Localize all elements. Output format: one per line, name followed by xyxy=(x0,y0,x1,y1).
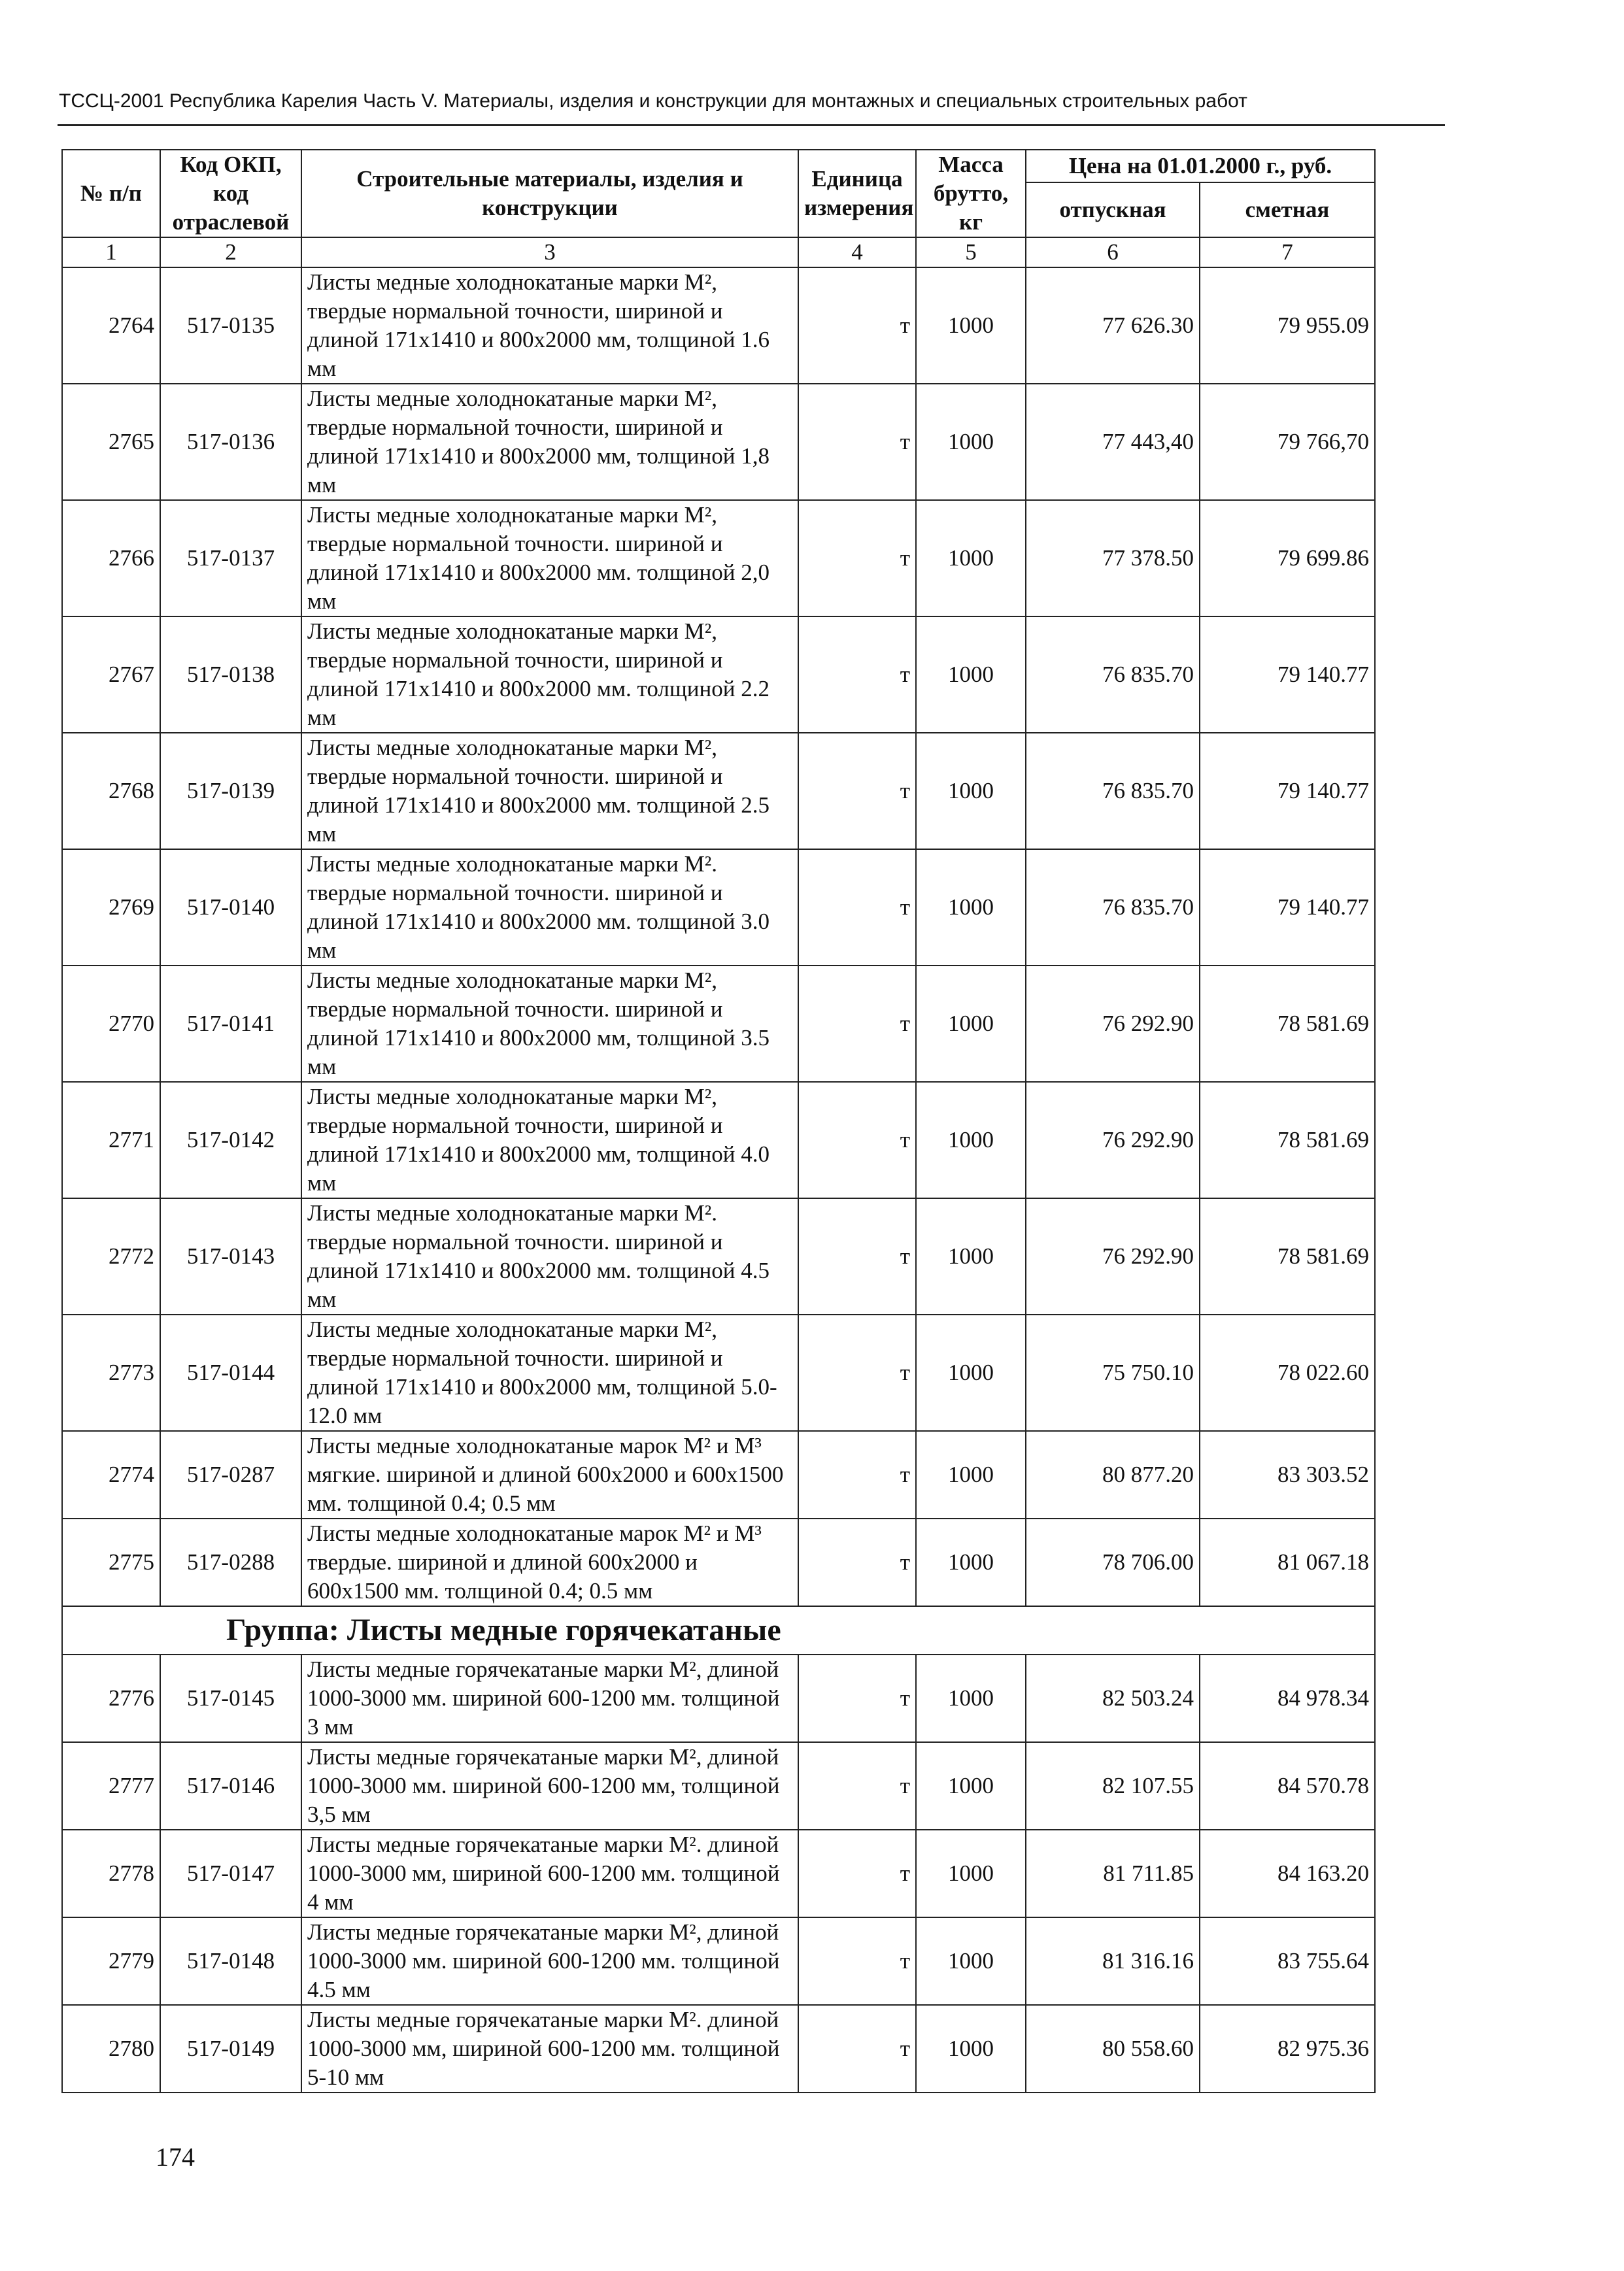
row-price-release: 76 835.70 xyxy=(1026,849,1200,966)
row-unit: т xyxy=(798,849,916,966)
row-unit: т xyxy=(798,966,916,1082)
table-body xyxy=(62,237,1375,2093)
row-unit: т xyxy=(798,1655,916,1742)
row-unit: т xyxy=(798,267,916,384)
row-number: 2767 xyxy=(62,616,160,733)
row-mass: 1000 xyxy=(916,1519,1026,1606)
table-row xyxy=(62,966,1375,1082)
row-code: 517-0139 xyxy=(160,733,301,849)
header-unit: Единица измерения xyxy=(798,150,916,237)
row-mass: 1000 xyxy=(916,966,1026,1082)
row-name: Листы медные холоднокатаные марок М² и М³ мягкие. шириной и длиной 600х2000 и 600х1500 мм. толщиной 0.4; 0.5 мм xyxy=(301,1431,798,1519)
row-price-release: 77 378.50 xyxy=(1026,500,1200,616)
row-code: 517-0143 xyxy=(160,1198,301,1315)
row-code: 517-0142 xyxy=(160,1082,301,1198)
row-mass: 1000 xyxy=(916,267,1026,384)
row-mass: 1000 xyxy=(916,1431,1026,1519)
column-number: 7 xyxy=(1200,237,1375,267)
row-number: 2768 xyxy=(62,733,160,849)
row-unit: т xyxy=(798,1917,916,2005)
column-number: 5 xyxy=(916,237,1026,267)
row-price-estimate: 79 140.77 xyxy=(1200,616,1375,733)
table-row xyxy=(62,616,1375,733)
row-price-release: 81 711.85 xyxy=(1026,1830,1200,1917)
column-number: 3 xyxy=(301,237,798,267)
row-unit: т xyxy=(798,1315,916,1431)
row-unit: т xyxy=(798,1431,916,1519)
row-price-estimate: 78 581.69 xyxy=(1200,966,1375,1082)
row-code: 517-0140 xyxy=(160,849,301,966)
row-price-estimate: 84 163.20 xyxy=(1200,1830,1375,1917)
row-unit: т xyxy=(798,2005,916,2093)
row-unit: т xyxy=(798,1082,916,1198)
table-row xyxy=(62,267,1375,384)
row-mass: 1000 xyxy=(916,849,1026,966)
header-price-group: Цена на 01.01.2000 г., руб. xyxy=(1026,150,1375,182)
row-price-release: 82 107.55 xyxy=(1026,1742,1200,1830)
row-number: 2778 xyxy=(62,1830,160,1917)
row-mass: 1000 xyxy=(916,616,1026,733)
row-number: 2764 xyxy=(62,267,160,384)
row-code: 517-0137 xyxy=(160,500,301,616)
row-mass: 1000 xyxy=(916,1082,1026,1198)
row-unit: т xyxy=(798,500,916,616)
row-name: Листы медные холоднокатаные марки М², твердые нормальной точности, шириной и длиной 171х1410 и 800х2000 мм, толщиной 4.0 мм xyxy=(301,1082,798,1198)
table-row xyxy=(62,500,1375,616)
row-number: 2775 xyxy=(62,1519,160,1606)
row-price-estimate: 79 699.86 xyxy=(1200,500,1375,616)
row-unit: т xyxy=(798,1519,916,1606)
header-no: № п/п xyxy=(62,150,160,237)
row-code: 517-0146 xyxy=(160,1742,301,1830)
table-row xyxy=(62,1519,1375,1606)
table-row xyxy=(62,1315,1375,1431)
row-mass: 1000 xyxy=(916,1742,1026,1830)
row-code: 517-0147 xyxy=(160,1830,301,1917)
row-mass: 1000 xyxy=(916,384,1026,500)
table-row xyxy=(62,733,1375,849)
row-name: Листы медные горячекатаные марки М², длиной 1000-3000 мм. шириной 600-1200 мм, толщиной 3,5 мм xyxy=(301,1742,798,1830)
row-number: 2774 xyxy=(62,1431,160,1519)
row-name: Листы медные холоднокатаные марки М², твердые нормальной точности, шириной и длиной 171х1410 и 800х2000 мм, толщиной 1,8 мм xyxy=(301,384,798,500)
row-price-release: 80 558.60 xyxy=(1026,2005,1200,2093)
row-name: Листы медные холоднокатаные марки М², твердые нормальной точности, шириной и длиной 171х1410 и 800х2000 мм. толщиной 2.2 мм xyxy=(301,616,798,733)
table-row xyxy=(62,1917,1375,2005)
header-name: Строительные материалы, изделия и конструкции xyxy=(301,150,798,237)
row-unit: т xyxy=(798,1198,916,1315)
row-name: Листы медные холоднокатаные марки М², твердые нормальной точности. шириной и длиной 171х1410 и 800х2000 мм. толщиной 2,0 мм xyxy=(301,500,798,616)
row-mass: 1000 xyxy=(916,1655,1026,1742)
row-price-release: 76 292.90 xyxy=(1026,1082,1200,1198)
table-row xyxy=(62,1082,1375,1198)
row-price-estimate: 78 581.69 xyxy=(1200,1082,1375,1198)
row-unit: т xyxy=(798,616,916,733)
row-price-release: 82 503.24 xyxy=(1026,1655,1200,1742)
row-number: 2779 xyxy=(62,1917,160,2005)
row-price-estimate: 82 975.36 xyxy=(1200,2005,1375,2093)
row-name: Листы медные холоднокатаные марки М², твердые нормальной точности. шириной и длиной 171х1410 и 800х2000 мм. толщиной 2.5 мм xyxy=(301,733,798,849)
row-price-release: 77 443,40 xyxy=(1026,384,1200,500)
row-name: Листы медные холоднокатаные марок М² и М³ твердые. шириной и длиной 600х2000 и 600х1500 мм. толщиной 0.4; 0.5 мм xyxy=(301,1519,798,1606)
row-price-release: 75 750.10 xyxy=(1026,1315,1200,1431)
table-row xyxy=(62,849,1375,966)
table-header xyxy=(62,150,1375,237)
row-name: Листы медные холоднокатаные марки М². твердые нормальной точности. шириной и длиной 171х1410 и 800х2000 мм. толщиной 4.5 мм xyxy=(301,1198,798,1315)
row-number: 2776 xyxy=(62,1655,160,1742)
row-mass: 1000 xyxy=(916,1830,1026,1917)
row-price-estimate: 79 140.77 xyxy=(1200,733,1375,849)
table-row xyxy=(62,1742,1375,1830)
row-unit: т xyxy=(798,1742,916,1830)
row-price-estimate: 78 581.69 xyxy=(1200,1198,1375,1315)
row-price-release: 76 292.90 xyxy=(1026,966,1200,1082)
row-unit: т xyxy=(798,384,916,500)
row-mass: 1000 xyxy=(916,733,1026,849)
price-table xyxy=(61,149,1376,2093)
header-code: Код ОКП, код отраслевой xyxy=(160,150,301,237)
row-price-release: 78 706.00 xyxy=(1026,1519,1200,1606)
row-unit: т xyxy=(798,1830,916,1917)
row-price-estimate: 84 570.78 xyxy=(1200,1742,1375,1830)
running-header: ТССЦ-2001 Республика Карелия Часть V. Материалы, изделия и конструкции для монтажных и специальных строительных работ xyxy=(59,90,1247,112)
row-name: Листы медные холоднокатаные марки М², твердые нормальной точности. шириной и длиной 171х1410 и 800х2000 мм, толщиной 5.0-12.0 мм xyxy=(301,1315,798,1431)
row-code: 517-0136 xyxy=(160,384,301,500)
column-number: 2 xyxy=(160,237,301,267)
row-price-estimate: 79 955.09 xyxy=(1200,267,1375,384)
row-price-release: 76 292.90 xyxy=(1026,1198,1200,1315)
page-number: 174 xyxy=(156,2142,195,2172)
row-price-release: 76 835.70 xyxy=(1026,733,1200,849)
table-row xyxy=(62,384,1375,500)
row-name: Листы медные горячекатаные марки М², длиной 1000-3000 мм. шириной 600-1200 мм. толщиной 3 мм xyxy=(301,1655,798,1742)
row-number: 2780 xyxy=(62,2005,160,2093)
table-row xyxy=(62,1830,1375,1917)
table-row xyxy=(62,1431,1375,1519)
row-price-release: 80 877.20 xyxy=(1026,1431,1200,1519)
table-row xyxy=(62,2005,1375,2093)
group-title: Группа: Листы медные горячекатаные xyxy=(62,1606,1375,1655)
column-number: 1 xyxy=(62,237,160,267)
header-price-estimate: сметная xyxy=(1200,182,1375,237)
row-number: 2766 xyxy=(62,500,160,616)
row-code: 517-0148 xyxy=(160,1917,301,2005)
row-price-release: 77 626.30 xyxy=(1026,267,1200,384)
row-mass: 1000 xyxy=(916,1917,1026,2005)
row-number: 2772 xyxy=(62,1198,160,1315)
row-mass: 1000 xyxy=(916,2005,1026,2093)
header-price-release: отпускная xyxy=(1026,182,1200,237)
row-number: 2771 xyxy=(62,1082,160,1198)
row-name: Листы медные холоднокатаные марки М², твердые нормальной точности, шириной и длиной 171х1410 и 800х2000 мм, толщиной 1.6 мм xyxy=(301,267,798,384)
row-code: 517-0145 xyxy=(160,1655,301,1742)
row-number: 2770 xyxy=(62,966,160,1082)
row-number: 2773 xyxy=(62,1315,160,1431)
row-unit: т xyxy=(798,733,916,849)
group-row xyxy=(62,1606,1375,1655)
row-number: 2769 xyxy=(62,849,160,966)
row-code: 517-0149 xyxy=(160,2005,301,2093)
row-price-estimate: 78 022.60 xyxy=(1200,1315,1375,1431)
column-number: 6 xyxy=(1026,237,1200,267)
row-mass: 1000 xyxy=(916,500,1026,616)
row-name: Листы медные горячекатаные марки М². длиной 1000-3000 мм, шириной 600-1200 мм. толщиной 4 мм xyxy=(301,1830,798,1917)
row-number: 2777 xyxy=(62,1742,160,1830)
header-mass: Масса брутто, кг xyxy=(916,150,1026,237)
row-name: Листы медные холоднокатаные марки М², твердые нормальной точности. шириной и длиной 171х1410 и 800х2000 мм, толщиной 3.5 мм xyxy=(301,966,798,1082)
header-rule xyxy=(58,124,1445,126)
row-price-estimate: 83 755.64 xyxy=(1200,1917,1375,2005)
row-name: Листы медные горячекатаные марки М². длиной 1000-3000 мм, шириной 600-1200 мм. толщиной 5-10 мм xyxy=(301,2005,798,2093)
row-price-estimate: 84 978.34 xyxy=(1200,1655,1375,1742)
table-row xyxy=(62,1655,1375,1742)
row-code: 517-0135 xyxy=(160,267,301,384)
row-price-release: 76 835.70 xyxy=(1026,616,1200,733)
row-code: 517-0138 xyxy=(160,616,301,733)
row-code: 517-0141 xyxy=(160,966,301,1082)
row-mass: 1000 xyxy=(916,1315,1026,1431)
row-name: Листы медные холоднокатаные марки М². твердые нормальной точности. шириной и длиной 171х1410 и 800х2000 мм. толщиной 3.0 мм xyxy=(301,849,798,966)
row-mass: 1000 xyxy=(916,1198,1026,1315)
row-price-estimate: 81 067.18 xyxy=(1200,1519,1375,1606)
row-code: 517-0287 xyxy=(160,1431,301,1519)
row-number: 2765 xyxy=(62,384,160,500)
row-price-estimate: 83 303.52 xyxy=(1200,1431,1375,1519)
table-row xyxy=(62,1198,1375,1315)
row-name: Листы медные горячекатаные марки М², длиной 1000-3000 мм. шириной 600-1200 мм. толщиной 4.5 мм xyxy=(301,1917,798,2005)
column-number: 4 xyxy=(798,237,916,267)
row-price-estimate: 79 766,70 xyxy=(1200,384,1375,500)
row-code: 517-0144 xyxy=(160,1315,301,1431)
column-number-row xyxy=(62,237,1375,267)
row-code: 517-0288 xyxy=(160,1519,301,1606)
row-price-release: 81 316.16 xyxy=(1026,1917,1200,2005)
row-price-estimate: 79 140.77 xyxy=(1200,849,1375,966)
